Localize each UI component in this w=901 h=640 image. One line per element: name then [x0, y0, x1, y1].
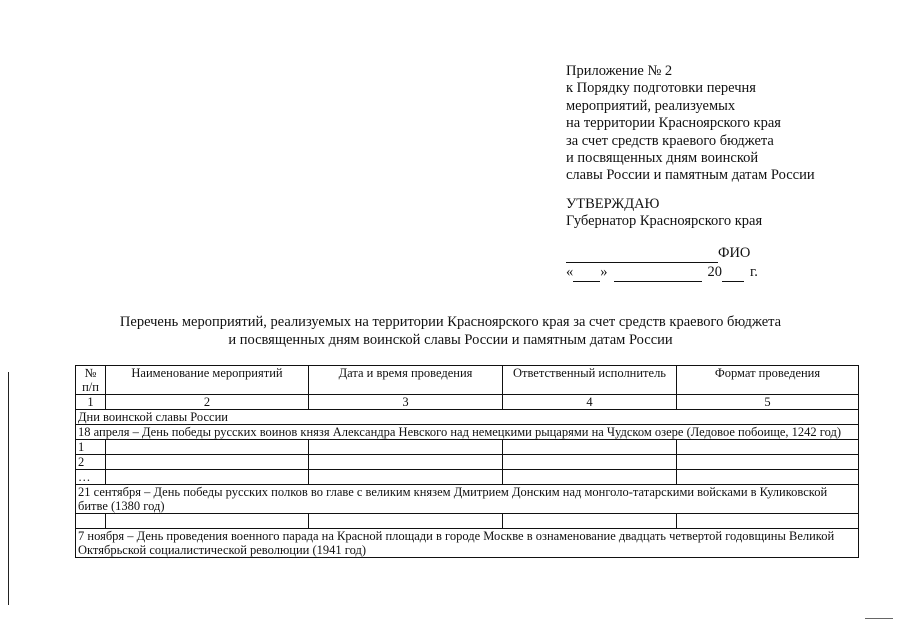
approve-title: УТВЕРЖДАЮ [566, 196, 660, 212]
appendix-line: и посвященных дням воинской [566, 150, 759, 167]
table-cell[interactable] [503, 470, 677, 485]
table-cell[interactable] [677, 455, 859, 470]
header-responsible: Ответственный исполнитель [503, 366, 677, 395]
year-prefix: 20 [707, 264, 722, 280]
document-title [0, 314, 901, 349]
table-row [76, 514, 859, 529]
header-name: Наименование мероприятий [106, 366, 309, 395]
table-row [76, 440, 859, 455]
appendix-line: на территории Красноярского края [566, 115, 781, 132]
header-format: Формат проведения [677, 366, 859, 395]
events-table [75, 365, 859, 558]
month-blank[interactable] [614, 267, 702, 282]
page-edge-mark [865, 618, 893, 619]
event-row [76, 485, 859, 514]
appendix-line: Приложение № 2 [566, 63, 673, 79]
table-row [76, 470, 859, 485]
title-line-2: и посвященных дням воинской славы России и памятным датам России [228, 331, 673, 348]
appendix-line: к Порядку подготовки перечня [566, 80, 756, 97]
date-row [566, 263, 758, 282]
event-title: 7 ноября – День проведения военного парада на Красной площади в городе Москве в ознаменование двадцать четвертой годовщины Великой Октябрьской социалистической революции (1941 год) [76, 529, 859, 558]
appendix-line: за счет средств краевого бюджета [566, 132, 774, 149]
table-cell[interactable] [503, 455, 677, 470]
left-margin-rule [8, 372, 9, 605]
row-number: … [76, 470, 106, 485]
appendix-line: славы России и памятным датам России [566, 167, 815, 184]
signature-line[interactable] [566, 248, 718, 263]
year-suffix: г. [750, 264, 758, 280]
table-cell[interactable] [76, 514, 106, 529]
table-row [76, 455, 859, 470]
table-cell[interactable] [106, 455, 309, 470]
event-row [76, 425, 859, 440]
table-cell[interactable] [309, 470, 503, 485]
column-number: 2 [106, 395, 309, 410]
appendix-line: мероприятий, реализуемых [566, 97, 736, 114]
year-blank[interactable] [722, 267, 744, 282]
column-number: 1 [76, 395, 106, 410]
table-cell[interactable] [309, 440, 503, 455]
table-cell[interactable] [677, 514, 859, 529]
table-cell[interactable] [677, 440, 859, 455]
approver-position: Губернатор Красноярского края [566, 213, 763, 230]
column-number-row [76, 395, 859, 410]
table-cell[interactable] [106, 440, 309, 455]
table-cell[interactable] [503, 440, 677, 455]
date-close-quote: » [600, 264, 608, 280]
signature-row [566, 244, 758, 263]
row-number: 1 [76, 440, 106, 455]
fio-label: ФИО [718, 245, 751, 261]
header-number: № п/п [76, 366, 106, 395]
table-cell[interactable] [309, 455, 503, 470]
event-title: 18 апреля – День победы русских воинов князя Александра Невского над немецкими рыцарями на Чудском озере (Ледовое побоище, 1242 год) [76, 425, 859, 440]
signature-block [566, 244, 758, 282]
header-date: Дата и время проведения [309, 366, 503, 395]
section-row [76, 410, 859, 425]
row-number: 2 [76, 455, 106, 470]
table-cell[interactable] [309, 514, 503, 529]
approval-stamp [566, 196, 762, 231]
appendix-reference [566, 63, 886, 185]
table-cell[interactable] [106, 470, 309, 485]
table-cell[interactable] [677, 470, 859, 485]
day-blank[interactable] [573, 267, 600, 282]
column-number: 5 [677, 395, 859, 410]
header-row [76, 366, 859, 395]
column-number: 3 [309, 395, 503, 410]
event-row [76, 529, 859, 558]
title-line-1: Перечень мероприятий, реализуемых на территории Красноярского края за счет средств краевого бюджета [119, 314, 782, 330]
table-cell[interactable] [503, 514, 677, 529]
event-title: 21 сентября – День победы русских полков во главе с великим князем Дмитрием Донским над монголо-татарскими войсками в Куликовской битве (1380 год) [76, 485, 859, 514]
section-title: Дни воинской славы России [76, 410, 859, 425]
date-open-quote: « [566, 264, 574, 280]
column-number: 4 [503, 395, 677, 410]
table-cell[interactable] [106, 514, 309, 529]
